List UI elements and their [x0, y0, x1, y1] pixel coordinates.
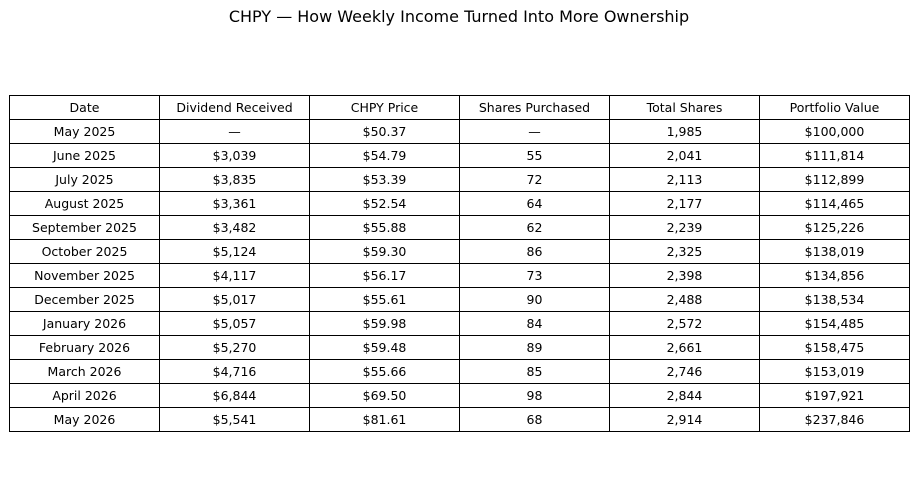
portfolio-value-cell: $114,465: [760, 192, 910, 216]
date-cell: September 2025: [10, 216, 160, 240]
shares-purchased-cell: 64: [460, 192, 610, 216]
shares-purchased-cell: —: [460, 120, 610, 144]
dividend-received-cell: $6,844: [160, 384, 310, 408]
dividend-received-cell: $5,017: [160, 288, 310, 312]
total-shares-cell: 2,113: [610, 168, 760, 192]
total-shares-cell: 2,746: [610, 360, 760, 384]
chpy-price-cell: $59.30: [310, 240, 460, 264]
date-cell: January 2026: [10, 312, 160, 336]
dividend-received-cell: $3,835: [160, 168, 310, 192]
table-row: [10, 240, 910, 264]
portfolio-value-cell: $111,814: [760, 144, 910, 168]
chpy-price-cell: $81.61: [310, 408, 460, 432]
portfolio-value-cell: $154,485: [760, 312, 910, 336]
total-shares-cell: 2,488: [610, 288, 760, 312]
portfolio-value-cell: $100,000: [760, 120, 910, 144]
dividend-received-cell: —: [160, 120, 310, 144]
table-row: [10, 120, 910, 144]
shares-purchased-cell: 73: [460, 264, 610, 288]
portfolio-value-cell: $158,475: [760, 336, 910, 360]
table-header-row: [10, 96, 910, 120]
table-row: [10, 408, 910, 432]
table-row: [10, 192, 910, 216]
chpy-price-cell: $55.61: [310, 288, 460, 312]
total-shares-cell: 2,177: [610, 192, 760, 216]
table-body: [10, 120, 910, 432]
shares-purchased-cell: 55: [460, 144, 610, 168]
table-row: [10, 336, 910, 360]
column-header-dividend-received: Dividend Received: [160, 96, 310, 120]
total-shares-cell: 2,398: [610, 264, 760, 288]
column-header-chpy-price: CHPY Price: [310, 96, 460, 120]
shares-purchased-cell: 62: [460, 216, 610, 240]
column-header-shares-purchased: Shares Purchased: [460, 96, 610, 120]
date-cell: March 2026: [10, 360, 160, 384]
chpy-price-cell: $52.54: [310, 192, 460, 216]
table-row: [10, 360, 910, 384]
table-row: [10, 384, 910, 408]
total-shares-cell: 2,844: [610, 384, 760, 408]
chpy-price-cell: $59.98: [310, 312, 460, 336]
chpy-price-cell: $53.39: [310, 168, 460, 192]
dividend-received-cell: $5,124: [160, 240, 310, 264]
date-cell: May 2025: [10, 120, 160, 144]
portfolio-value-cell: $138,019: [760, 240, 910, 264]
table-row: [10, 312, 910, 336]
date-cell: October 2025: [10, 240, 160, 264]
date-cell: February 2026: [10, 336, 160, 360]
total-shares-cell: 2,325: [610, 240, 760, 264]
chpy-price-cell: $69.50: [310, 384, 460, 408]
portfolio-value-cell: $125,226: [760, 216, 910, 240]
shares-purchased-cell: 90: [460, 288, 610, 312]
date-cell: August 2025: [10, 192, 160, 216]
shares-purchased-cell: 98: [460, 384, 610, 408]
portfolio-value-cell: $197,921: [760, 384, 910, 408]
date-cell: May 2026: [10, 408, 160, 432]
data-table: [9, 95, 910, 432]
portfolio-value-cell: $112,899: [760, 168, 910, 192]
chpy-price-cell: $56.17: [310, 264, 460, 288]
shares-purchased-cell: 72: [460, 168, 610, 192]
column-header-portfolio-value: Portfolio Value: [760, 96, 910, 120]
shares-purchased-cell: 86: [460, 240, 610, 264]
dividend-received-cell: $3,482: [160, 216, 310, 240]
total-shares-cell: 2,041: [610, 144, 760, 168]
chpy-price-cell: $55.66: [310, 360, 460, 384]
portfolio-value-cell: $138,534: [760, 288, 910, 312]
total-shares-cell: 2,914: [610, 408, 760, 432]
date-cell: November 2025: [10, 264, 160, 288]
date-cell: December 2025: [10, 288, 160, 312]
shares-purchased-cell: 68: [460, 408, 610, 432]
chart-title: CHPY — How Weekly Income Turned Into More Ownership: [228, 7, 690, 26]
shares-purchased-cell: 84: [460, 312, 610, 336]
table-row: [10, 264, 910, 288]
chpy-price-cell: $55.88: [310, 216, 460, 240]
chpy-price-cell: $54.79: [310, 144, 460, 168]
dividend-received-cell: $5,270: [160, 336, 310, 360]
portfolio-value-cell: $153,019: [760, 360, 910, 384]
date-cell: July 2025: [10, 168, 160, 192]
date-cell: April 2026: [10, 384, 160, 408]
dividend-received-cell: $3,361: [160, 192, 310, 216]
column-header-date: Date: [10, 96, 160, 120]
table-row: [10, 288, 910, 312]
column-header-total-shares: Total Shares: [610, 96, 760, 120]
dividend-received-cell: $3,039: [160, 144, 310, 168]
dividend-received-cell: $5,057: [160, 312, 310, 336]
dividend-received-cell: $4,716: [160, 360, 310, 384]
date-cell: June 2025: [10, 144, 160, 168]
table-row: [10, 144, 910, 168]
chpy-price-cell: $59.48: [310, 336, 460, 360]
total-shares-cell: 2,239: [610, 216, 760, 240]
total-shares-cell: 2,572: [610, 312, 760, 336]
table-row: [10, 216, 910, 240]
shares-purchased-cell: 85: [460, 360, 610, 384]
portfolio-value-cell: $237,846: [760, 408, 910, 432]
shares-purchased-cell: 89: [460, 336, 610, 360]
chpy-price-cell: $50.37: [310, 120, 460, 144]
total-shares-cell: 1,985: [610, 120, 760, 144]
dividend-received-cell: $4,117: [160, 264, 310, 288]
table-row: [10, 168, 910, 192]
total-shares-cell: 2,661: [610, 336, 760, 360]
portfolio-value-cell: $134,856: [760, 264, 910, 288]
dividend-received-cell: $5,541: [160, 408, 310, 432]
